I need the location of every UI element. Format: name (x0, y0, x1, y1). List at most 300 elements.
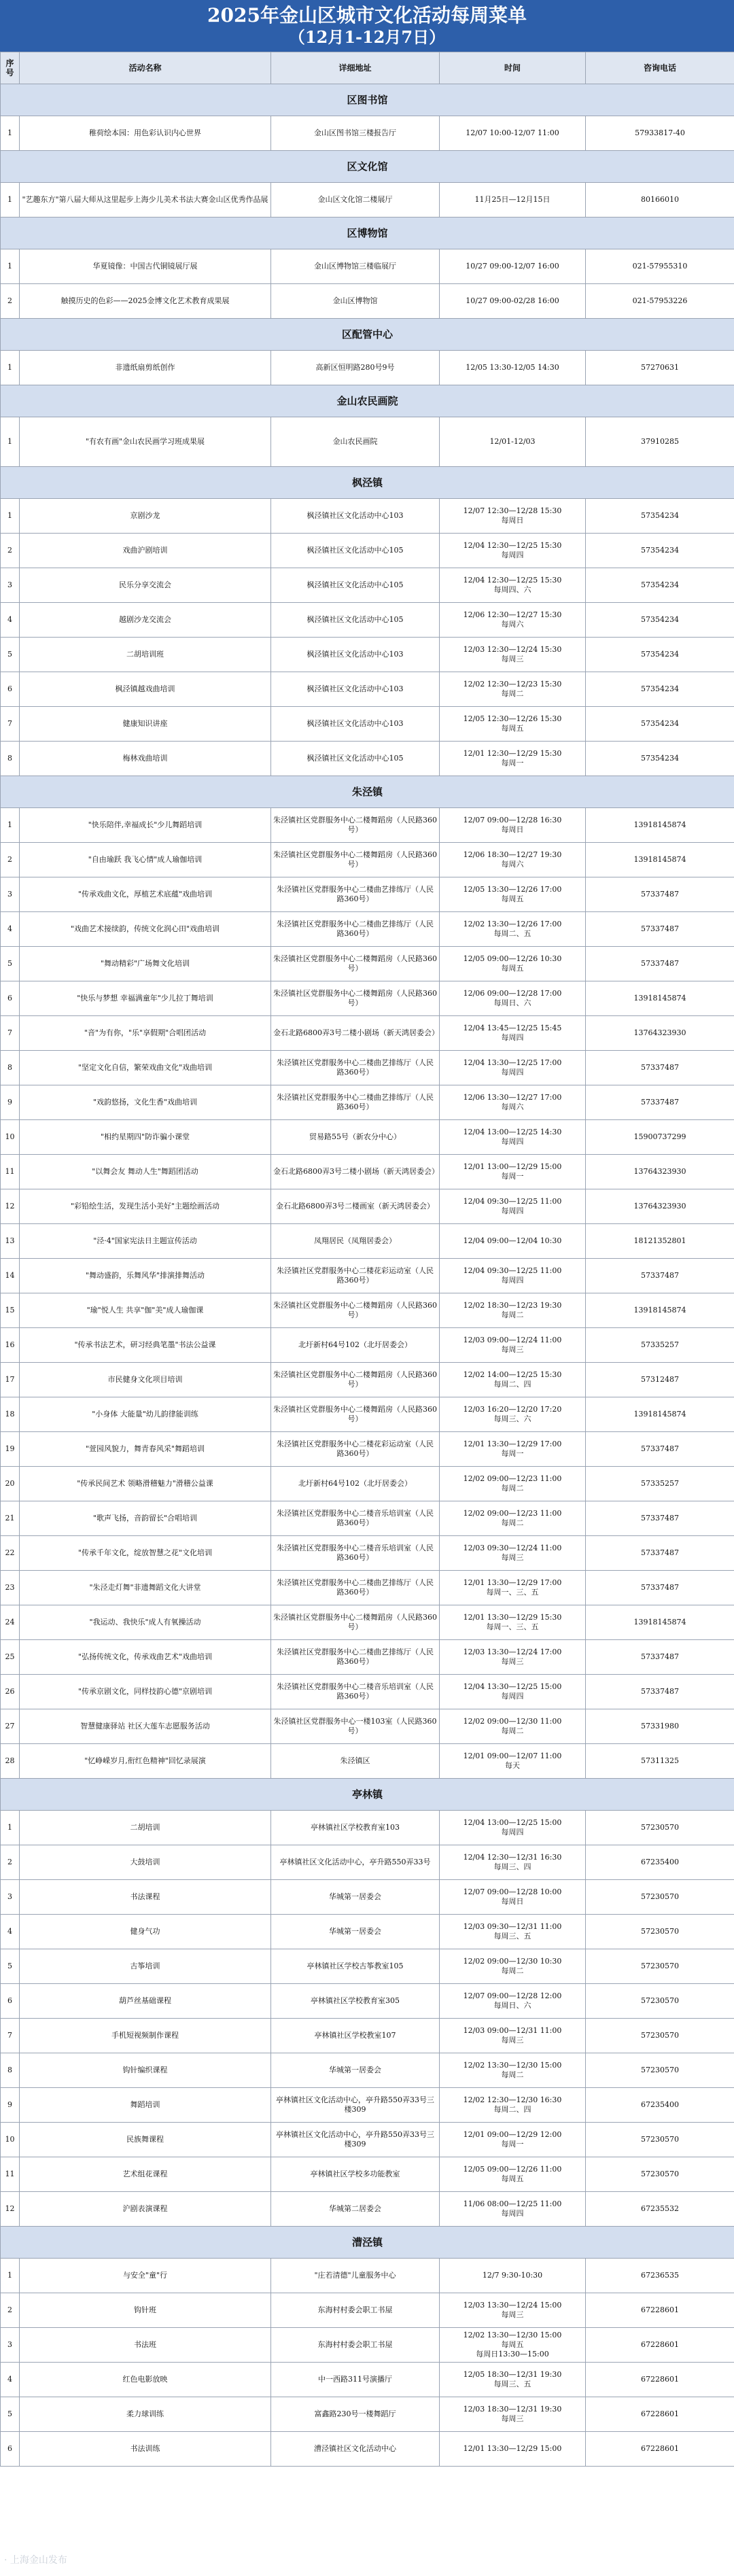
row-index: 5 (1, 638, 20, 672)
table-row (1, 912, 734, 947)
table-row (1, 568, 734, 603)
row-time: 12/03 09:00—12/24 11:00 每周三 (440, 1328, 586, 1363)
row-time: 12/03 09:00—12/31 11:00 每周三 (440, 2019, 586, 2053)
row-index: 1 (1, 417, 20, 467)
header-phone: 咨询电话 (586, 52, 734, 84)
row-index: 4 (1, 2363, 20, 2397)
row-phone: 57337487 (586, 1432, 734, 1467)
row-time: 12/07 09:00—12/28 16:30 每周日 (440, 808, 586, 843)
row-time: 11/06 08:00—12/25 11:00 每周四 (440, 2192, 586, 2227)
row-address: 金山农民画院 (271, 417, 440, 467)
row-address: 亭林镇社区学校多功能教室 (271, 2157, 440, 2192)
table-row (1, 947, 734, 981)
table-row (1, 116, 734, 151)
row-address: 枫泾镇社区文化活动中心103 (271, 672, 440, 707)
row-index: 27 (1, 1709, 20, 1744)
row-activity-name: 舞蹈培训 (20, 2088, 271, 2123)
section-header (1, 776, 734, 808)
section-header (1, 1779, 734, 1811)
row-phone: 67236535 (586, 2259, 734, 2293)
row-address: 华城第一居委会 (271, 2053, 440, 2088)
row-index: 1 (1, 808, 20, 843)
table-row (1, 249, 734, 284)
row-phone: 57354234 (586, 707, 734, 742)
row-activity-name: 红色电影放映 (20, 2363, 271, 2397)
row-index: 1 (1, 2259, 20, 2293)
row-index: 2 (1, 2293, 20, 2328)
row-activity-name: "传承民间艺术 领略滑稽魅力"滑稽公益课 (20, 1467, 271, 1501)
row-address: 朱泾镇社区党群服务中心二楼舞蹈房（人民路360号） (271, 1293, 440, 1328)
table-row (1, 1536, 734, 1571)
row-time: 12/01 13:30—12/29 15:00 (440, 2432, 586, 2467)
row-phone: 18121352801 (586, 1224, 734, 1259)
row-phone: 57337487 (586, 1675, 734, 1709)
table-row (1, 877, 734, 912)
row-index: 1 (1, 351, 20, 385)
row-address: 朱泾镇社区党群服务中心二楼曲艺排练厅（人民路360号） (271, 1085, 440, 1120)
table-row (1, 1949, 734, 1984)
table-row (1, 351, 734, 385)
row-index: 1 (1, 499, 20, 534)
row-activity-name: "传承戏曲文化，厚植艺术底蕴"戏曲培训 (20, 877, 271, 912)
row-index: 1 (1, 249, 20, 284)
row-phone: 57230570 (586, 1811, 734, 1845)
row-activity-name: 二胡培训 (20, 1811, 271, 1845)
row-time: 12/02 09:00—12/30 11:00 每周二 (440, 1709, 586, 1744)
row-time: 12/03 12:30—12/24 15:30 每周三 (440, 638, 586, 672)
row-address: 亭林镇社区学校教育室103 (271, 1811, 440, 1845)
row-activity-name: 二胡培训班 (20, 638, 271, 672)
row-phone: 13918145874 (586, 1293, 734, 1328)
row-address: 枫泾镇社区文化活动中心105 (271, 534, 440, 568)
row-activity-name: 与安全"童"行 (20, 2259, 271, 2293)
row-address: 北圩新村64号102（北圩居委会） (271, 1467, 440, 1501)
header-index: 序号 (1, 52, 20, 84)
row-phone: 13918145874 (586, 1397, 734, 1432)
table-row (1, 1224, 734, 1259)
row-index: 4 (1, 912, 20, 947)
row-index: 3 (1, 568, 20, 603)
section-header (1, 2227, 734, 2259)
row-phone: 57337487 (586, 1536, 734, 1571)
row-index: 6 (1, 672, 20, 707)
row-activity-name: 智慧健康驿站 社区大莲车志愿服务活动 (20, 1709, 271, 1744)
row-address: 亭林镇社区学校教室107 (271, 2019, 440, 2053)
row-activity-name: "彩铅绘生活，发现生活小美好"主题绘画活动 (20, 1189, 271, 1224)
row-time: 12/02 13:30—12/30 15:00 每周五 每周日13:30—15:00 (440, 2328, 586, 2363)
row-time: 12/01 13:30—12/29 17:00 每周一 (440, 1432, 586, 1467)
row-index: 2 (1, 534, 20, 568)
row-index: 3 (1, 1880, 20, 1915)
table-row (1, 1259, 734, 1293)
row-index: 1 (1, 183, 20, 217)
table-row (1, 1328, 734, 1363)
row-phone: 57337487 (586, 947, 734, 981)
row-phone: 13764323930 (586, 1189, 734, 1224)
row-time: 12/04 13:45—12/25 15:45 每周四 (440, 1016, 586, 1051)
row-address: 朱泾镇社区党群服务中心二楼花彩运动室（人民路360号） (271, 1432, 440, 1467)
row-phone: 37910285 (586, 417, 734, 467)
row-activity-name: 手机短视频制作课程 (20, 2019, 271, 2053)
row-activity-name: "传承京剧文化，同样技韵心德"京剧培训 (20, 1675, 271, 1709)
row-phone: 13918145874 (586, 981, 734, 1016)
row-time: 12/02 12:30—12/30 16:30 每周二、四 (440, 2088, 586, 2123)
row-phone: 13918145874 (586, 1605, 734, 1640)
page-title: 2025年金山区城市文化活动每周菜单 (207, 4, 527, 27)
row-phone: 57354234 (586, 638, 734, 672)
activity-table (0, 52, 734, 2467)
row-activity-name: "坚定文化自信，繁荣戏曲文化"戏曲培训 (20, 1051, 271, 1085)
row-address: 朱泾镇社区党群服务中心二楼舞蹈房（人民路360号） (271, 1605, 440, 1640)
row-index: 17 (1, 1363, 20, 1397)
row-phone: 57335257 (586, 1467, 734, 1501)
row-time: 12/04 09:00—12/04 10:30 (440, 1224, 586, 1259)
table-row (1, 2192, 734, 2227)
table-row (1, 1397, 734, 1432)
row-activity-name: 艺术组花课程 (20, 2157, 271, 2192)
row-time: 12/04 13:30—12/25 15:00 每周四 (440, 1675, 586, 1709)
table-row (1, 2363, 734, 2397)
row-phone: 13764323930 (586, 1155, 734, 1189)
table-row (1, 417, 734, 467)
table-row (1, 1605, 734, 1640)
row-address: 东海村村委会职工书屋 (271, 2293, 440, 2328)
row-time: 12/05 13:30-12/05 14:30 (440, 351, 586, 385)
row-activity-name: 非遗纸扇剪纸创作 (20, 351, 271, 385)
row-index: 11 (1, 2157, 20, 2192)
row-time: 12/04 12:30—12/31 16:30 每周三、四 (440, 1845, 586, 1880)
table-row (1, 1675, 734, 1709)
row-address: 金山区博物馆三楼临展厅 (271, 249, 440, 284)
row-index: 4 (1, 603, 20, 638)
row-index: 8 (1, 742, 20, 776)
row-time: 12/05 09:00—12/26 11:00 每周五 (440, 2157, 586, 2192)
row-activity-name: 沪剧表演课程 (20, 2192, 271, 2227)
row-index: 9 (1, 2088, 20, 2123)
section-header (1, 319, 734, 351)
row-activity-name: 健身气功 (20, 1915, 271, 1949)
row-address: 枫泾镇社区文化活动中心105 (271, 568, 440, 603)
row-activity-name: 华夏镜像：中国古代铜镜展厅展 (20, 249, 271, 284)
row-address: 高新区恒明路280号9号 (271, 351, 440, 385)
page-subtitle: （12月1-12月7日） (288, 27, 446, 47)
row-time: 12/06 12:30—12/27 15:30 每周六 (440, 603, 586, 638)
row-address: 金山区文化馆二楼展厅 (271, 183, 440, 217)
table-row (1, 284, 734, 319)
row-activity-name: 民族舞课程 (20, 2123, 271, 2157)
row-time: 12/04 12:30—12/25 15:30 每周四 (440, 534, 586, 568)
row-time: 12/03 13:30—12/24 17:00 每周三 (440, 1640, 586, 1675)
row-address: 枫泾镇社区文化活动中心103 (271, 638, 440, 672)
row-time: 10/27 09:00-12/07 16:00 (440, 249, 586, 284)
row-time: 12/03 09:30—12/24 11:00 每周三 (440, 1536, 586, 1571)
row-index: 6 (1, 2432, 20, 2467)
table-row (1, 1293, 734, 1328)
section-header (1, 467, 734, 499)
row-address: 华城第一居委会 (271, 1880, 440, 1915)
row-address: 亭林镇社区文化活动中心，亭升路550弄33号三楼309 (271, 2088, 440, 2123)
header-address: 详细地址 (271, 52, 440, 84)
row-index: 2 (1, 1845, 20, 1880)
row-index: 1 (1, 1811, 20, 1845)
row-time: 12/04 13:30—12/25 17:00 每周四 (440, 1051, 586, 1085)
table-body (1, 84, 734, 2467)
row-activity-name: 钩针班 (20, 2293, 271, 2328)
row-address: 朱泾镇社区党群服务中心二楼舞蹈房（人民路360号） (271, 843, 440, 877)
row-activity-name: "瑜"悦人生 共享"伽"美"成人瑜伽课 (20, 1293, 271, 1328)
row-activity-name: "小身体 大能量"幼儿韵律能训练 (20, 1397, 271, 1432)
row-time: 12/02 09:00—12/23 11:00 每周二 (440, 1501, 586, 1536)
section-title: 区文化馆 (1, 151, 734, 183)
table-row (1, 1432, 734, 1467)
row-time: 12/04 09:30—12/25 11:00 每周四 (440, 1189, 586, 1224)
row-phone: 57331980 (586, 1709, 734, 1744)
row-index: 10 (1, 2123, 20, 2157)
row-index: 13 (1, 1224, 20, 1259)
table-row (1, 1085, 734, 1120)
row-activity-name: "快乐陪伴,幸福成长"少儿舞蹈培训 (20, 808, 271, 843)
section-header (1, 217, 734, 249)
row-index: 28 (1, 1744, 20, 1779)
row-time: 12/07 09:00—12/28 12:00 每周日、六 (440, 1984, 586, 2019)
table-row (1, 1363, 734, 1397)
row-phone: 67228601 (586, 2432, 734, 2467)
table-row (1, 1811, 734, 1845)
table-row (1, 2397, 734, 2432)
row-address: 朱泾镇社区党群服务中心二楼音乐培训室（人民路360号） (271, 1501, 440, 1536)
row-activity-name: "萱园风貌力，舞青春风采"舞蹈培训 (20, 1432, 271, 1467)
row-activity-name: "泾·4"国家宪法日主题宣传活动 (20, 1224, 271, 1259)
row-time: 12/02 09:00—12/23 11:00 每周二 (440, 1467, 586, 1501)
row-activity-name: "艺趣东方"第八届大师从这里起步上海少儿美术书法大赛金山区优秀作品展 (20, 183, 271, 217)
row-index: 14 (1, 1259, 20, 1293)
row-activity-name: 健康知识讲座 (20, 707, 271, 742)
table-row (1, 672, 734, 707)
row-address: 华城第二居委会 (271, 2192, 440, 2227)
row-index: 6 (1, 1984, 20, 2019)
row-address: 朱泾镇社区党群服务中心二楼舞蹈房（人民路360号） (271, 947, 440, 981)
row-phone: 57354234 (586, 568, 734, 603)
row-address: 凤翔居民（凤翔居委会） (271, 1224, 440, 1259)
row-index: 1 (1, 116, 20, 151)
row-time: 12/02 12:30—12/23 15:30 每周二 (440, 672, 586, 707)
row-time: 11月25日—12月15日 (440, 183, 586, 217)
table-row (1, 2293, 734, 2328)
watermark-text: · 上海金山发布 (4, 2555, 67, 2566)
row-time: 12/02 13:30—12/26 17:00 每周二、五 (440, 912, 586, 947)
row-index: 7 (1, 2019, 20, 2053)
row-activity-name: 书法训练 (20, 2432, 271, 2467)
table-row (1, 1915, 734, 1949)
row-activity-name: "我运动、我快乐"成人有氧操活动 (20, 1605, 271, 1640)
section-title: 金山农民画院 (1, 385, 734, 417)
table-row (1, 183, 734, 217)
row-index: 8 (1, 2053, 20, 2088)
table-row (1, 1016, 734, 1051)
row-time: 10/27 09:00-02/28 16:00 (440, 284, 586, 319)
row-phone: 57311325 (586, 1744, 734, 1779)
row-phone: 57933817-40 (586, 116, 734, 151)
row-time: 12/02 09:00—12/30 10:30 每周二 (440, 1949, 586, 1984)
row-phone: 57354234 (586, 499, 734, 534)
row-time: 12/05 09:00—12/26 10:30 每周五 (440, 947, 586, 981)
table-row (1, 2157, 734, 2192)
table-row (1, 2019, 734, 2053)
row-activity-name: "弘扬传统文化，传承戏曲艺术"戏曲培训 (20, 1640, 271, 1675)
table-row (1, 2123, 734, 2157)
row-time: 12/01 13:30—12/29 17:00 每周一、三、五 (440, 1571, 586, 1605)
table-row (1, 1744, 734, 1779)
section-title: 亭林镇 (1, 1779, 734, 1811)
header-activity-name: 活动名称 (20, 52, 271, 84)
table-row (1, 638, 734, 672)
row-time: 12/04 13:00—12/25 15:00 每周四 (440, 1811, 586, 1845)
row-phone: 57230570 (586, 2019, 734, 2053)
row-phone: 67228601 (586, 2397, 734, 2432)
section-title: 漕泾镇 (1, 2227, 734, 2259)
row-address: 亭林镇社区学校古筝教室105 (271, 1949, 440, 1984)
row-index: 25 (1, 1640, 20, 1675)
table-row (1, 1984, 734, 2019)
table-row (1, 843, 734, 877)
row-index: 26 (1, 1675, 20, 1709)
row-time: 12/02 14:00—12/25 15:30 每周二、四 (440, 1363, 586, 1397)
row-address: 枫泾镇社区文化活动中心105 (271, 742, 440, 776)
row-time: 12/06 13:30—12/27 17:00 每周六 (440, 1085, 586, 1120)
table-row (1, 1155, 734, 1189)
table-row (1, 1051, 734, 1085)
row-time: 12/01 09:00—12/07 11:00 每天 (440, 1744, 586, 1779)
row-address: 贸易路55号（新农分中心） (271, 1120, 440, 1155)
row-index: 12 (1, 1189, 20, 1224)
row-time: 12/01 09:00—12/29 12:00 每周一 (440, 2123, 586, 2157)
row-time: 12/01 13:30—12/29 15:30 每周一、三、五 (440, 1605, 586, 1640)
row-phone: 57337487 (586, 1051, 734, 1085)
table-row (1, 1709, 734, 1744)
section-title: 枫泾镇 (1, 467, 734, 499)
row-address: 金石北路6800弄3号二楼小剧场（新天鸿居委会） (271, 1155, 440, 1189)
row-activity-name: 大鼓培训 (20, 1845, 271, 1880)
row-time: 12/02 18:30—12/23 19:30 每周二 (440, 1293, 586, 1328)
row-time: 12/7 9:30-10:30 (440, 2259, 586, 2293)
row-phone: 57337487 (586, 1571, 734, 1605)
table-row (1, 1501, 734, 1536)
section-header (1, 151, 734, 183)
row-address: 朱泾镇社区党群服务中心二楼曲艺排练厅（人民路360号） (271, 1571, 440, 1605)
row-phone: 13918145874 (586, 808, 734, 843)
row-activity-name: 葫芦丝基础课程 (20, 1984, 271, 2019)
row-phone: 57337487 (586, 1085, 734, 1120)
row-index: 7 (1, 707, 20, 742)
row-phone: 67235400 (586, 2088, 734, 2123)
row-phone: 57230570 (586, 2053, 734, 2088)
row-phone: 021-57955310 (586, 249, 734, 284)
row-index: 5 (1, 1949, 20, 1984)
row-activity-name: "朱泾走灯舞"非遗舞蹈文化大讲堂 (20, 1571, 271, 1605)
row-index: 21 (1, 1501, 20, 1536)
row-phone: 67228601 (586, 2293, 734, 2328)
row-phone: 13918145874 (586, 843, 734, 877)
row-address: 金山区博物馆 (271, 284, 440, 319)
row-index: 2 (1, 284, 20, 319)
row-activity-name: 古筝培训 (20, 1949, 271, 1984)
row-activity-name: "相约星期四"防诈骗小课堂 (20, 1120, 271, 1155)
section-title: 区配管中心 (1, 319, 734, 351)
row-phone: 67228601 (586, 2363, 734, 2397)
row-address: 朱泾镇社区党群服务中心二楼曲艺排练厅（人民路360号） (271, 1640, 440, 1675)
row-activity-name: "戏曲艺术接续韵，传统文化润心田"戏曲培训 (20, 912, 271, 947)
table-row (1, 603, 734, 638)
row-address: 中一西路311号演播厅 (271, 2363, 440, 2397)
row-time: 12/06 18:30—12/27 19:30 每周六 (440, 843, 586, 877)
row-activity-name: 稚荷绘本园：用色彩认识内心世界 (20, 116, 271, 151)
row-address: 朱泾镇社区党群服务中心二楼音乐培训室（人民路360号） (271, 1675, 440, 1709)
row-address: 朱泾镇社区党群服务中心二楼花彩运动室（人民路360号） (271, 1259, 440, 1293)
row-address: 亭林镇社区文化活动中心，亭升路550弄33号 (271, 1845, 440, 1880)
row-activity-name: 钩针编织课程 (20, 2053, 271, 2088)
row-activity-name: 书法课程 (20, 1880, 271, 1915)
row-index: 23 (1, 1571, 20, 1605)
row-activity-name: 民乐分享交流会 (20, 568, 271, 603)
table-row (1, 499, 734, 534)
row-activity-name: "传承书法艺术，研习经典笔墨"书法公益课 (20, 1328, 271, 1363)
row-address: 金山区图书馆三楼报告厅 (271, 116, 440, 151)
row-activity-name: "舞动盛韵，乐舞风华"排演排舞活动 (20, 1259, 271, 1293)
row-phone: 57230570 (586, 1880, 734, 1915)
row-index: 10 (1, 1120, 20, 1155)
row-time: 12/01 12:30—12/29 15:30 每周一 (440, 742, 586, 776)
header-time: 时间 (440, 52, 586, 84)
row-address: 朱泾镇社区党群服务中心二楼曲艺排练厅（人民路360号） (271, 877, 440, 912)
row-time: 12/01-12/03 (440, 417, 586, 467)
row-phone: 57230570 (586, 1915, 734, 1949)
row-activity-name: "歌声飞扬，音韵留长"合唱培训 (20, 1501, 271, 1536)
row-index: 11 (1, 1155, 20, 1189)
row-time: 12/04 09:30—12/25 11:00 每周四 (440, 1259, 586, 1293)
row-address: 朱泾镇社区党群服务中心二楼音乐培训室（人民路360号） (271, 1536, 440, 1571)
row-activity-name: 戏曲沪剧培训 (20, 534, 271, 568)
row-phone: 57312487 (586, 1363, 734, 1397)
row-time: 12/05 13:30—12/26 17:00 每周五 (440, 877, 586, 912)
row-phone: 57337487 (586, 1640, 734, 1675)
row-phone: 13764323930 (586, 1016, 734, 1051)
table-row (1, 1571, 734, 1605)
row-activity-name: 京剧沙龙 (20, 499, 271, 534)
row-time: 12/03 13:30—12/24 15:00 每周三 (440, 2293, 586, 2328)
section-title: 区图书馆 (1, 84, 734, 116)
section-title: 区博物馆 (1, 217, 734, 249)
row-phone: 57337487 (586, 877, 734, 912)
row-phone: 57354234 (586, 742, 734, 776)
row-time: 12/05 12:30—12/26 15:30 每周五 (440, 707, 586, 742)
row-activity-name: 越剧沙龙交流会 (20, 603, 271, 638)
row-index: 19 (1, 1432, 20, 1467)
table-row (1, 981, 734, 1016)
table-row (1, 1880, 734, 1915)
row-address: 亭林镇社区文化活动中心，亭升路550弄33号三楼309 (271, 2123, 440, 2157)
row-phone: 67235400 (586, 1845, 734, 1880)
table-row (1, 534, 734, 568)
row-phone: 80166010 (586, 183, 734, 217)
row-index: 4 (1, 1915, 20, 1949)
row-time: 12/04 13:00—12/25 14:30 每周四 (440, 1120, 586, 1155)
row-index: 3 (1, 877, 20, 912)
row-index: 18 (1, 1397, 20, 1432)
table-row (1, 2328, 734, 2363)
table-row (1, 2259, 734, 2293)
title-banner (0, 0, 734, 52)
row-address: 枫泾镇社区文化活动中心105 (271, 603, 440, 638)
